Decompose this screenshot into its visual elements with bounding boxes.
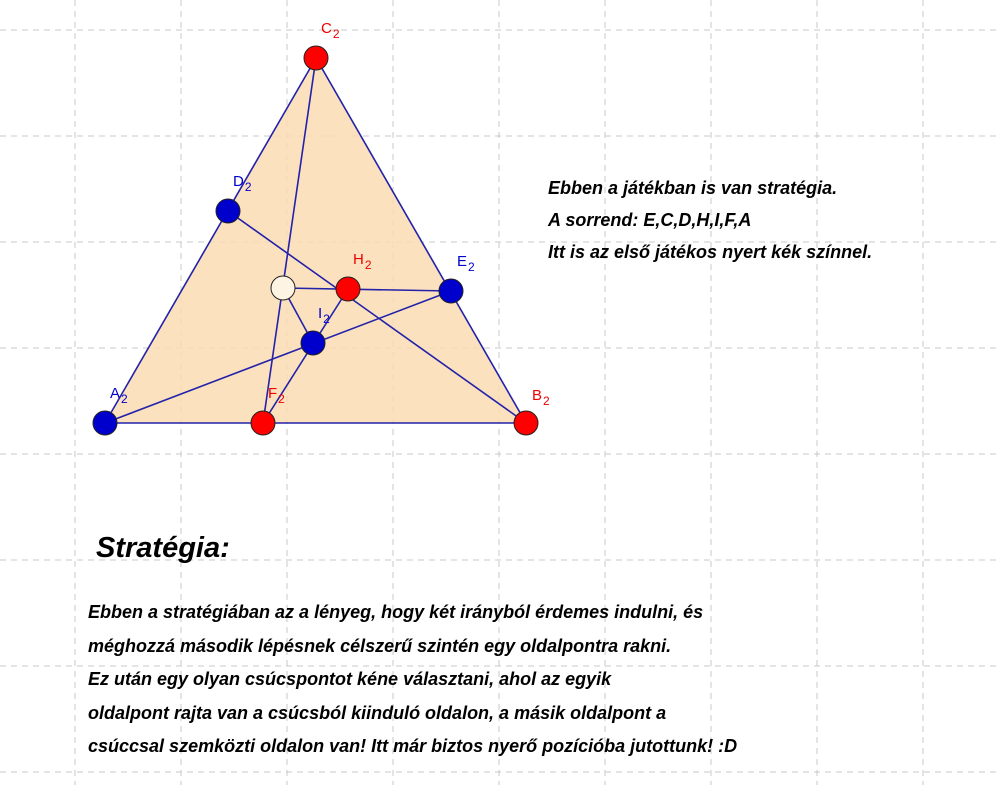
intro-result-line: Itt is az első játékos nyert kék színnel. (548, 242, 873, 262)
point-label-f: $F_2$ (268, 385, 285, 406)
intro-text (548, 172, 872, 268)
point-label-a: $A_2$ (110, 385, 128, 406)
point-label-c: $C_2$ (321, 20, 340, 41)
point-d[interactable] (216, 199, 240, 223)
point-label-d: $D_2$ (233, 173, 252, 194)
point-e[interactable] (439, 279, 463, 303)
point-label-h: $H_2$ (353, 251, 372, 272)
point-i[interactable] (301, 331, 325, 355)
point-c[interactable] (304, 46, 328, 70)
point-label-i: $I_2$ (318, 305, 330, 326)
strategy-line: csúccsal szemközti oldalon van! Itt már biztos nyerő pozícióba jutottunk! :D (88, 736, 738, 756)
strategy-line: Ebben a stratégiában az a lényeg, hogy két irányból érdemes indulni, és (88, 602, 704, 622)
point-a[interactable] (93, 411, 117, 435)
intro-line: Ebben a játékban is van stratégia. (548, 178, 838, 198)
strategy-text (88, 596, 737, 764)
strategy-line: Ez után egy olyan csúcspontot kéne választani, ahol az egyik (88, 669, 612, 689)
point-o[interactable] (271, 276, 295, 300)
strategy-heading: Stratégia: (96, 532, 230, 564)
point-h[interactable] (336, 277, 360, 301)
point-b[interactable] (514, 411, 538, 435)
strategy-line: méghozzá második lépésnek célszerű szintén egy oldalpontra rakni. (88, 635, 672, 656)
strategy-line: oldalpont rajta van a csúcsból kiinduló oldalon, a másik oldalpont a (88, 702, 667, 723)
intro-order-line: A sorrend: E,C,D,H,I,F,A (548, 210, 752, 230)
point-f[interactable] (251, 411, 275, 435)
triangle-face (105, 58, 526, 423)
point-label-e: $E_2$ (457, 253, 475, 274)
point-label-b: $B_2$ (532, 387, 550, 408)
